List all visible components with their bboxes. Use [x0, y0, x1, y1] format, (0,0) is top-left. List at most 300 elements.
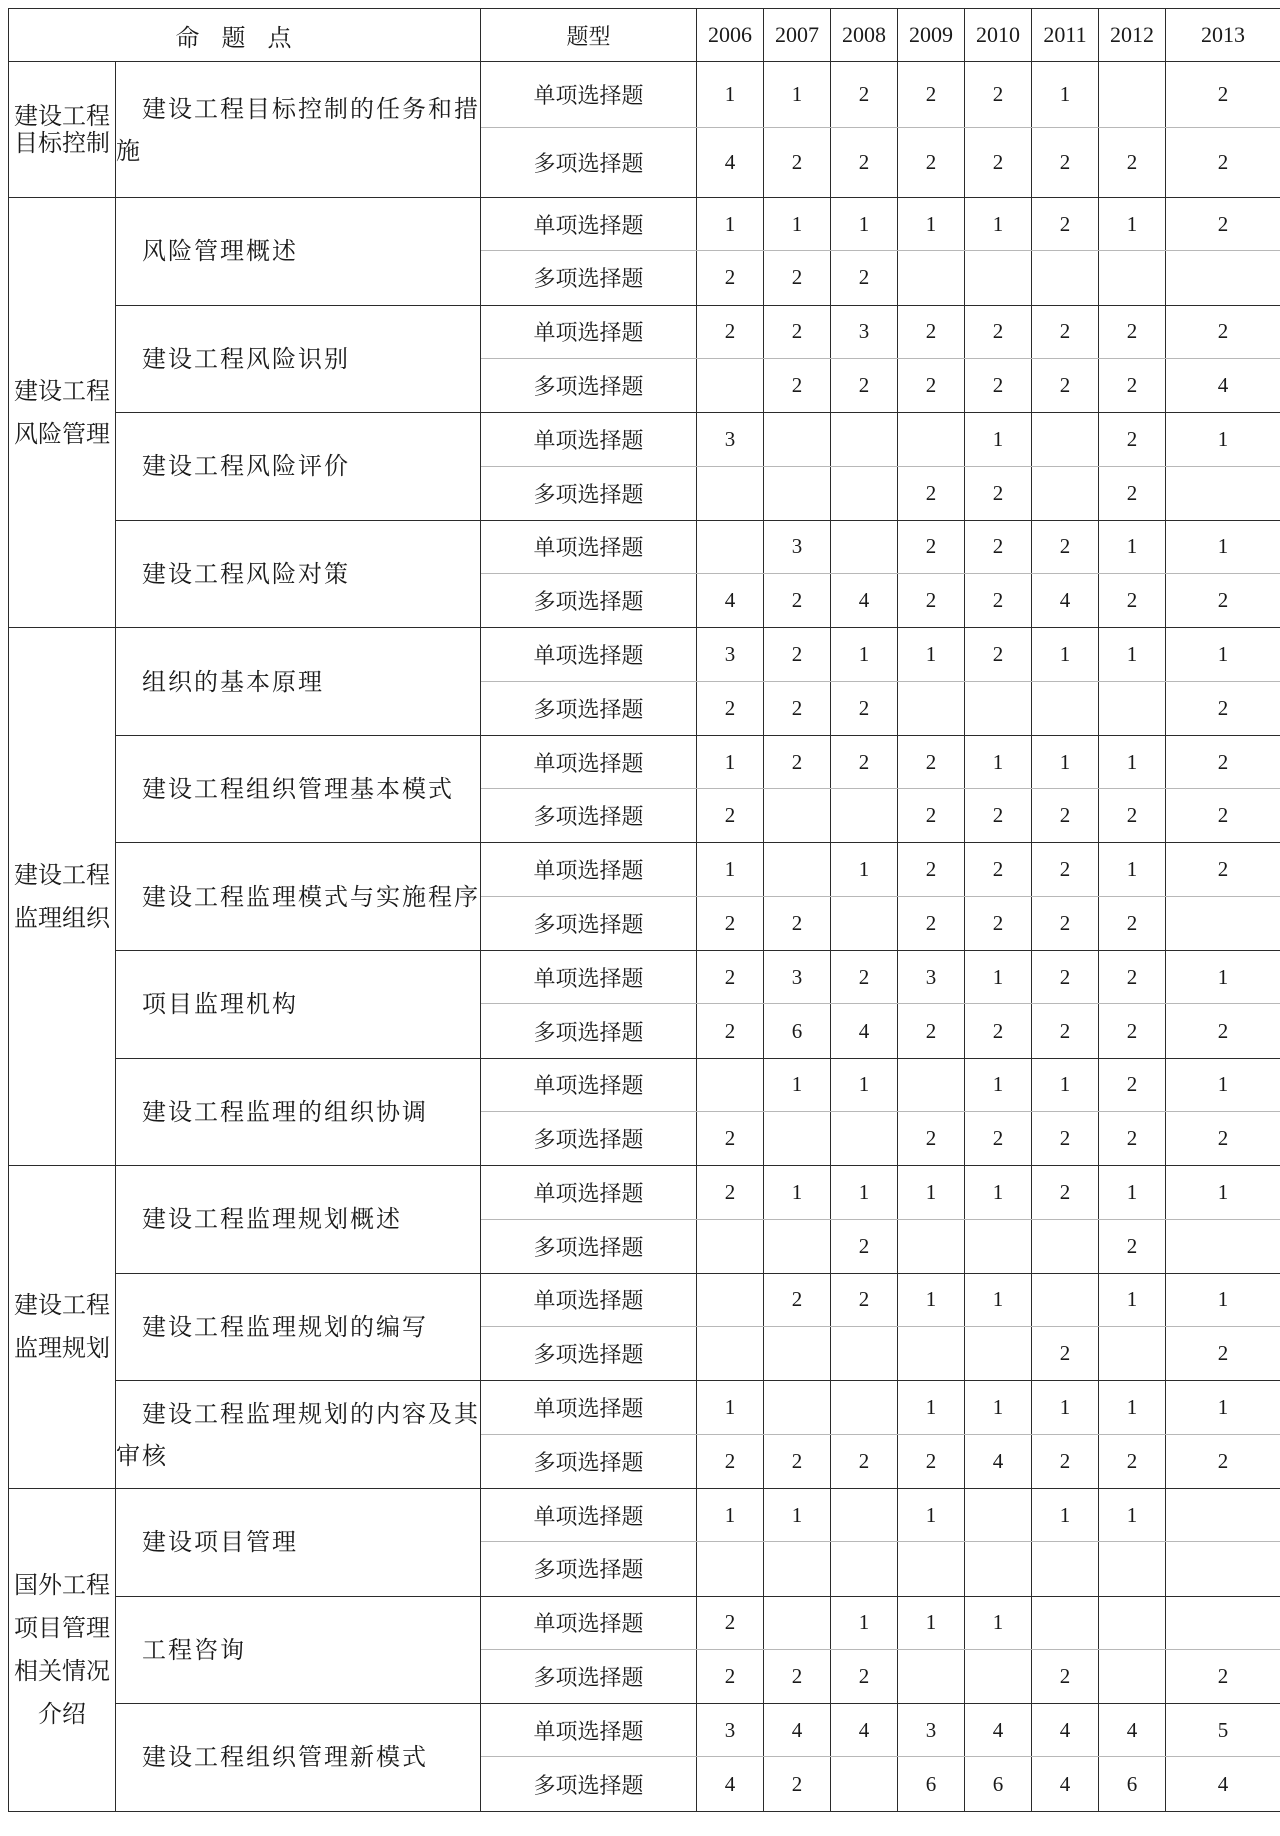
count-cell-2008 [831, 1488, 898, 1541]
count-cell-2011: 1 [1032, 62, 1099, 128]
count-cell-2013: 2 [1166, 574, 1280, 628]
count-cell-2008: 1 [831, 628, 898, 681]
count-cell-2008: 2 [831, 735, 898, 788]
count-cell-2012: 1 [1099, 843, 1166, 896]
count-cell-2008: 2 [831, 62, 898, 128]
topic-cell [116, 843, 481, 951]
count-cell-2009: 3 [898, 951, 965, 1004]
question-type-single: 单项选择题 [481, 1273, 697, 1326]
count-cell-2012: 2 [1099, 896, 1166, 950]
count-cell-2007: 2 [764, 1434, 831, 1488]
count-cell-2010: 4 [965, 1434, 1032, 1488]
count-cell-2009: 2 [898, 896, 965, 950]
count-cell-2013 [1166, 251, 1280, 305]
question-type-single: 单项选择题 [481, 628, 697, 681]
topic-cell [116, 520, 481, 628]
count-cell-2012: 1 [1099, 520, 1166, 573]
count-cell-2011: 2 [1032, 951, 1099, 1004]
count-cell-2010 [965, 1219, 1032, 1273]
count-cell-2011: 2 [1032, 896, 1099, 950]
count-cell-2011 [1032, 1273, 1099, 1326]
count-cell-2011: 2 [1032, 305, 1099, 358]
question-type-single: 单项选择题 [481, 305, 697, 358]
count-cell-2012 [1099, 1596, 1166, 1649]
category-cell: 建设工程目标控制 [9, 62, 116, 198]
count-cell-2009: 2 [898, 789, 965, 843]
topic-cell [116, 1704, 481, 1812]
count-cell-2013: 1 [1166, 1058, 1280, 1111]
count-cell-2013: 1 [1166, 951, 1280, 1004]
count-cell-2008 [831, 1542, 898, 1596]
count-cell-2009: 6 [898, 1757, 965, 1811]
count-cell-2011: 2 [1032, 128, 1099, 198]
count-cell-2012: 2 [1099, 466, 1166, 520]
count-cell-2009 [898, 1542, 965, 1596]
topic-label: 建设工程监理规划的内容及其审核 [116, 1399, 480, 1470]
table-row [9, 1704, 1280, 1757]
count-cell-2009: 2 [898, 735, 965, 788]
topic-cell [116, 198, 481, 306]
question-type-single: 单项选择题 [481, 735, 697, 788]
count-cell-2008 [831, 896, 898, 950]
count-cell-2011: 2 [1032, 520, 1099, 573]
count-cell-2006: 1 [697, 735, 764, 788]
header-year-2010: 2010 [965, 9, 1032, 62]
question-type-multiple: 多项选择题 [481, 1112, 697, 1166]
count-cell-2012: 1 [1099, 1488, 1166, 1541]
count-cell-2012: 1 [1099, 198, 1166, 251]
count-cell-2006: 2 [697, 896, 764, 950]
count-cell-2010: 1 [965, 413, 1032, 466]
count-cell-2009 [898, 681, 965, 735]
count-cell-2013 [1166, 896, 1280, 950]
count-cell-2009: 2 [898, 128, 965, 198]
count-cell-2006: 1 [697, 62, 764, 128]
count-cell-2008: 2 [831, 358, 898, 412]
question-type-single: 单项选择题 [481, 843, 697, 896]
table-row [9, 628, 1280, 681]
count-cell-2008 [831, 1381, 898, 1434]
count-cell-2009: 2 [898, 305, 965, 358]
count-cell-2011: 2 [1032, 1112, 1099, 1166]
count-cell-2006: 1 [697, 1488, 764, 1541]
count-cell-2007: 2 [764, 358, 831, 412]
count-cell-2013: 2 [1166, 1112, 1280, 1166]
count-cell-2010 [965, 681, 1032, 735]
count-cell-2010: 1 [965, 1273, 1032, 1326]
count-cell-2013: 2 [1166, 198, 1280, 251]
header-year-2006: 2006 [697, 9, 764, 62]
question-type-multiple: 多项选择题 [481, 1649, 697, 1703]
count-cell-2008: 2 [831, 1219, 898, 1273]
count-cell-2006: 2 [697, 951, 764, 1004]
count-cell-2011 [1032, 413, 1099, 466]
count-cell-2007: 1 [764, 1166, 831, 1219]
count-cell-2006: 2 [697, 1434, 764, 1488]
question-type-multiple: 多项选择题 [481, 1434, 697, 1488]
topic-label: 风险管理概述 [142, 237, 298, 266]
count-cell-2009: 1 [898, 1166, 965, 1219]
count-cell-2011: 2 [1032, 358, 1099, 412]
count-cell-2011 [1032, 1542, 1099, 1596]
table-row [9, 1488, 1280, 1541]
topic-label: 建设工程监理规划概述 [142, 1205, 402, 1234]
count-cell-2006: 2 [697, 305, 764, 358]
topic-cell [116, 1488, 481, 1596]
count-cell-2009 [898, 251, 965, 305]
count-cell-2013 [1166, 1596, 1280, 1649]
count-cell-2010: 2 [965, 520, 1032, 573]
topic-cell [116, 1596, 481, 1704]
count-cell-2007: 3 [764, 520, 831, 573]
count-cell-2012: 6 [1099, 1757, 1166, 1811]
count-cell-2009 [898, 1649, 965, 1703]
table-row [9, 1381, 1280, 1434]
count-cell-2007: 2 [764, 896, 831, 950]
count-cell-2013: 2 [1166, 305, 1280, 358]
count-cell-2013: 5 [1166, 1704, 1280, 1757]
topic-label: 建设工程目标控制的任务和措施 [116, 94, 480, 165]
count-cell-2006: 4 [697, 574, 764, 628]
count-cell-2010: 2 [965, 574, 1032, 628]
count-cell-2009: 2 [898, 1004, 965, 1058]
count-cell-2009: 3 [898, 1704, 965, 1757]
count-cell-2010 [965, 251, 1032, 305]
question-type-multiple: 多项选择题 [481, 128, 697, 198]
question-type-multiple: 多项选择题 [481, 358, 697, 412]
question-type-single: 单项选择题 [481, 413, 697, 466]
table-row [9, 1273, 1280, 1326]
count-cell-2010: 1 [965, 1596, 1032, 1649]
count-cell-2010 [965, 1542, 1032, 1596]
count-cell-2006 [697, 466, 764, 520]
count-cell-2007 [764, 1381, 831, 1434]
topic-label: 建设项目管理 [142, 1528, 298, 1557]
count-cell-2006: 2 [697, 1004, 764, 1058]
count-cell-2008 [831, 789, 898, 843]
count-cell-2012: 2 [1099, 1219, 1166, 1273]
count-cell-2011: 2 [1032, 1166, 1099, 1219]
header-year-2012: 2012 [1099, 9, 1166, 62]
question-type-single: 单项选择题 [481, 1166, 697, 1219]
count-cell-2013: 2 [1166, 128, 1280, 198]
category-cell: 建设工程监理规划 [9, 1166, 116, 1489]
count-cell-2010: 4 [965, 1704, 1032, 1757]
count-cell-2011: 2 [1032, 1327, 1099, 1381]
exam-table-container [8, 8, 1280, 1812]
count-cell-2010: 1 [965, 1166, 1032, 1219]
count-cell-2013: 2 [1166, 681, 1280, 735]
count-cell-2011: 2 [1032, 198, 1099, 251]
count-cell-2013 [1166, 1488, 1280, 1541]
count-cell-2008 [831, 466, 898, 520]
count-cell-2008 [831, 413, 898, 466]
count-cell-2007: 3 [764, 951, 831, 1004]
topic-label: 建设工程风险评价 [142, 452, 350, 481]
count-cell-2006 [697, 1542, 764, 1596]
table-row [9, 305, 1280, 358]
count-cell-2012 [1099, 251, 1166, 305]
count-cell-2011: 1 [1032, 735, 1099, 788]
count-cell-2009: 1 [898, 628, 965, 681]
count-cell-2009: 2 [898, 1434, 965, 1488]
count-cell-2012: 2 [1099, 358, 1166, 412]
count-cell-2013: 1 [1166, 520, 1280, 573]
count-cell-2007: 6 [764, 1004, 831, 1058]
count-cell-2011: 4 [1032, 574, 1099, 628]
count-cell-2012: 4 [1099, 1704, 1166, 1757]
topic-cell [116, 1058, 481, 1166]
table-row [9, 951, 1280, 1004]
count-cell-2006: 1 [697, 1381, 764, 1434]
count-cell-2007: 2 [764, 305, 831, 358]
count-cell-2007: 1 [764, 198, 831, 251]
table-row [9, 1166, 1280, 1219]
table-row [9, 520, 1280, 573]
count-cell-2009: 2 [898, 358, 965, 412]
count-cell-2006 [697, 1219, 764, 1273]
count-cell-2008 [831, 1327, 898, 1381]
count-cell-2013 [1166, 1219, 1280, 1273]
header-type: 题型 [481, 9, 697, 62]
count-cell-2013: 2 [1166, 843, 1280, 896]
topic-cell [116, 628, 481, 736]
question-type-single: 单项选择题 [481, 1596, 697, 1649]
count-cell-2010 [965, 1488, 1032, 1541]
count-cell-2013: 1 [1166, 1381, 1280, 1434]
count-cell-2008: 1 [831, 198, 898, 251]
count-cell-2006: 2 [697, 1166, 764, 1219]
count-cell-2007: 2 [764, 574, 831, 628]
count-cell-2012: 1 [1099, 1166, 1166, 1219]
count-cell-2010 [965, 1649, 1032, 1703]
table-row [9, 1058, 1280, 1111]
count-cell-2012: 1 [1099, 628, 1166, 681]
count-cell-2008: 1 [831, 1058, 898, 1111]
count-cell-2010: 2 [965, 1004, 1032, 1058]
count-cell-2013: 2 [1166, 1649, 1280, 1703]
count-cell-2007 [764, 843, 831, 896]
count-cell-2007: 2 [764, 128, 831, 198]
table-row [9, 198, 1280, 251]
question-type-single: 单项选择题 [481, 1488, 697, 1541]
count-cell-2008: 1 [831, 843, 898, 896]
count-cell-2012: 2 [1099, 1058, 1166, 1111]
question-type-single: 单项选择题 [481, 1058, 697, 1111]
count-cell-2010: 2 [965, 1112, 1032, 1166]
count-cell-2006 [697, 1273, 764, 1326]
count-cell-2012: 2 [1099, 789, 1166, 843]
table-row [9, 413, 1280, 466]
count-cell-2010: 2 [965, 305, 1032, 358]
count-cell-2007: 1 [764, 1058, 831, 1111]
question-type-multiple: 多项选择题 [481, 251, 697, 305]
question-type-multiple: 多项选择题 [481, 574, 697, 628]
count-cell-2013: 1 [1166, 1273, 1280, 1326]
table-row [9, 735, 1280, 788]
count-cell-2010: 2 [965, 466, 1032, 520]
count-cell-2008: 2 [831, 251, 898, 305]
count-cell-2011: 2 [1032, 1434, 1099, 1488]
count-cell-2007: 1 [764, 1488, 831, 1541]
count-cell-2013 [1166, 1542, 1280, 1596]
count-cell-2013: 4 [1166, 358, 1280, 412]
count-cell-2008: 2 [831, 1273, 898, 1326]
category-cell: 建设工程监理组织 [9, 628, 116, 1166]
question-type-multiple: 多项选择题 [481, 466, 697, 520]
count-cell-2012: 2 [1099, 128, 1166, 198]
question-type-multiple: 多项选择题 [481, 1542, 697, 1596]
count-cell-2009 [898, 1327, 965, 1381]
count-cell-2010: 2 [965, 358, 1032, 412]
count-cell-2013: 1 [1166, 1166, 1280, 1219]
topic-label: 建设工程监理规划的编写 [142, 1313, 428, 1342]
count-cell-2007: 1 [764, 62, 831, 128]
count-cell-2009: 1 [898, 1596, 965, 1649]
question-type-single: 单项选择题 [481, 198, 697, 251]
count-cell-2007: 4 [764, 1704, 831, 1757]
header-year-2008: 2008 [831, 9, 898, 62]
header-point: 命题点 [9, 9, 481, 62]
count-cell-2006: 4 [697, 1757, 764, 1811]
count-cell-2007: 2 [764, 628, 831, 681]
count-cell-2011 [1032, 681, 1099, 735]
topic-label: 建设工程监理模式与实施程序 [142, 882, 480, 911]
topic-label: 建设工程组织管理基本模式 [142, 775, 454, 804]
count-cell-2008: 1 [831, 1596, 898, 1649]
header-row [9, 9, 1280, 62]
count-cell-2007 [764, 1542, 831, 1596]
count-cell-2011 [1032, 1596, 1099, 1649]
topic-label: 建设工程监理的组织协调 [142, 1097, 428, 1126]
topic-cell [116, 1273, 481, 1381]
count-cell-2009 [898, 413, 965, 466]
count-cell-2007: 2 [764, 1757, 831, 1811]
topic-cell [116, 1166, 481, 1274]
question-type-multiple: 多项选择题 [481, 1327, 697, 1381]
count-cell-2011 [1032, 251, 1099, 305]
count-cell-2007 [764, 466, 831, 520]
count-cell-2010: 1 [965, 951, 1032, 1004]
header-year-2013: 2013 [1166, 9, 1280, 62]
count-cell-2012: 2 [1099, 1434, 1166, 1488]
count-cell-2006: 2 [697, 1112, 764, 1166]
count-cell-2012: 1 [1099, 1273, 1166, 1326]
count-cell-2010: 1 [965, 1058, 1032, 1111]
count-cell-2006: 2 [697, 251, 764, 305]
category-cell: 建设工程风险管理 [9, 198, 116, 628]
count-cell-2008: 2 [831, 128, 898, 198]
count-cell-2011: 1 [1032, 1381, 1099, 1434]
count-cell-2012: 2 [1099, 574, 1166, 628]
count-cell-2012 [1099, 1542, 1166, 1596]
count-cell-2006: 4 [697, 128, 764, 198]
topic-label: 建设工程风险对策 [142, 560, 350, 589]
count-cell-2011: 4 [1032, 1704, 1099, 1757]
count-cell-2011: 2 [1032, 789, 1099, 843]
count-cell-2010 [965, 1327, 1032, 1381]
count-cell-2010: 2 [965, 628, 1032, 681]
count-cell-2013 [1166, 466, 1280, 520]
count-cell-2007: 2 [764, 251, 831, 305]
count-cell-2009: 2 [898, 466, 965, 520]
count-cell-2012: 2 [1099, 951, 1166, 1004]
topic-label: 建设工程组织管理新模式 [142, 1743, 428, 1772]
topic-cell [116, 1381, 481, 1489]
count-cell-2009 [898, 1058, 965, 1111]
count-cell-2010: 1 [965, 1381, 1032, 1434]
count-cell-2011: 2 [1032, 843, 1099, 896]
count-cell-2008: 1 [831, 1166, 898, 1219]
question-type-multiple: 多项选择题 [481, 681, 697, 735]
count-cell-2013: 2 [1166, 1434, 1280, 1488]
count-cell-2013: 1 [1166, 628, 1280, 681]
count-cell-2006: 2 [697, 1596, 764, 1649]
count-cell-2007 [764, 1219, 831, 1273]
count-cell-2009: 1 [898, 1488, 965, 1541]
topic-cell [116, 305, 481, 413]
count-cell-2007: 2 [764, 681, 831, 735]
question-type-single: 单项选择题 [481, 951, 697, 1004]
category-cell: 国外工程项目管理相关情况介绍 [9, 1488, 116, 1811]
question-type-single: 单项选择题 [481, 520, 697, 573]
count-cell-2006: 1 [697, 843, 764, 896]
topic-cell [116, 62, 481, 198]
count-cell-2010: 2 [965, 62, 1032, 128]
count-cell-2011: 2 [1032, 1649, 1099, 1703]
count-cell-2006 [697, 358, 764, 412]
question-type-multiple: 多项选择题 [481, 896, 697, 950]
count-cell-2012 [1099, 1327, 1166, 1381]
count-cell-2012 [1099, 62, 1166, 128]
topic-label: 项目监理机构 [142, 990, 298, 1019]
count-cell-2012: 2 [1099, 1112, 1166, 1166]
count-cell-2013: 2 [1166, 789, 1280, 843]
count-cell-2011: 1 [1032, 1058, 1099, 1111]
count-cell-2008: 2 [831, 681, 898, 735]
count-cell-2009 [898, 1219, 965, 1273]
count-cell-2011: 2 [1032, 1004, 1099, 1058]
header-year-2007: 2007 [764, 9, 831, 62]
topic-cell [116, 413, 481, 521]
count-cell-2011 [1032, 1219, 1099, 1273]
count-cell-2008 [831, 1757, 898, 1811]
topic-cell [116, 951, 481, 1059]
topic-cell [116, 735, 481, 843]
count-cell-2012 [1099, 1649, 1166, 1703]
count-cell-2009: 1 [898, 1273, 965, 1326]
count-cell-2011: 1 [1032, 628, 1099, 681]
count-cell-2011: 4 [1032, 1757, 1099, 1811]
count-cell-2008: 2 [831, 951, 898, 1004]
count-cell-2006: 3 [697, 628, 764, 681]
count-cell-2006: 3 [697, 413, 764, 466]
question-type-multiple: 多项选择题 [481, 1757, 697, 1811]
count-cell-2006: 1 [697, 198, 764, 251]
count-cell-2006: 3 [697, 1704, 764, 1757]
count-cell-2013: 2 [1166, 1004, 1280, 1058]
table-row [9, 62, 1280, 128]
count-cell-2010: 2 [965, 789, 1032, 843]
count-cell-2012: 1 [1099, 735, 1166, 788]
count-cell-2013: 1 [1166, 413, 1280, 466]
count-cell-2008: 3 [831, 305, 898, 358]
count-cell-2007 [764, 789, 831, 843]
question-type-multiple: 多项选择题 [481, 1004, 697, 1058]
count-cell-2008: 2 [831, 1434, 898, 1488]
count-cell-2010: 2 [965, 843, 1032, 896]
count-cell-2007: 2 [764, 1273, 831, 1326]
